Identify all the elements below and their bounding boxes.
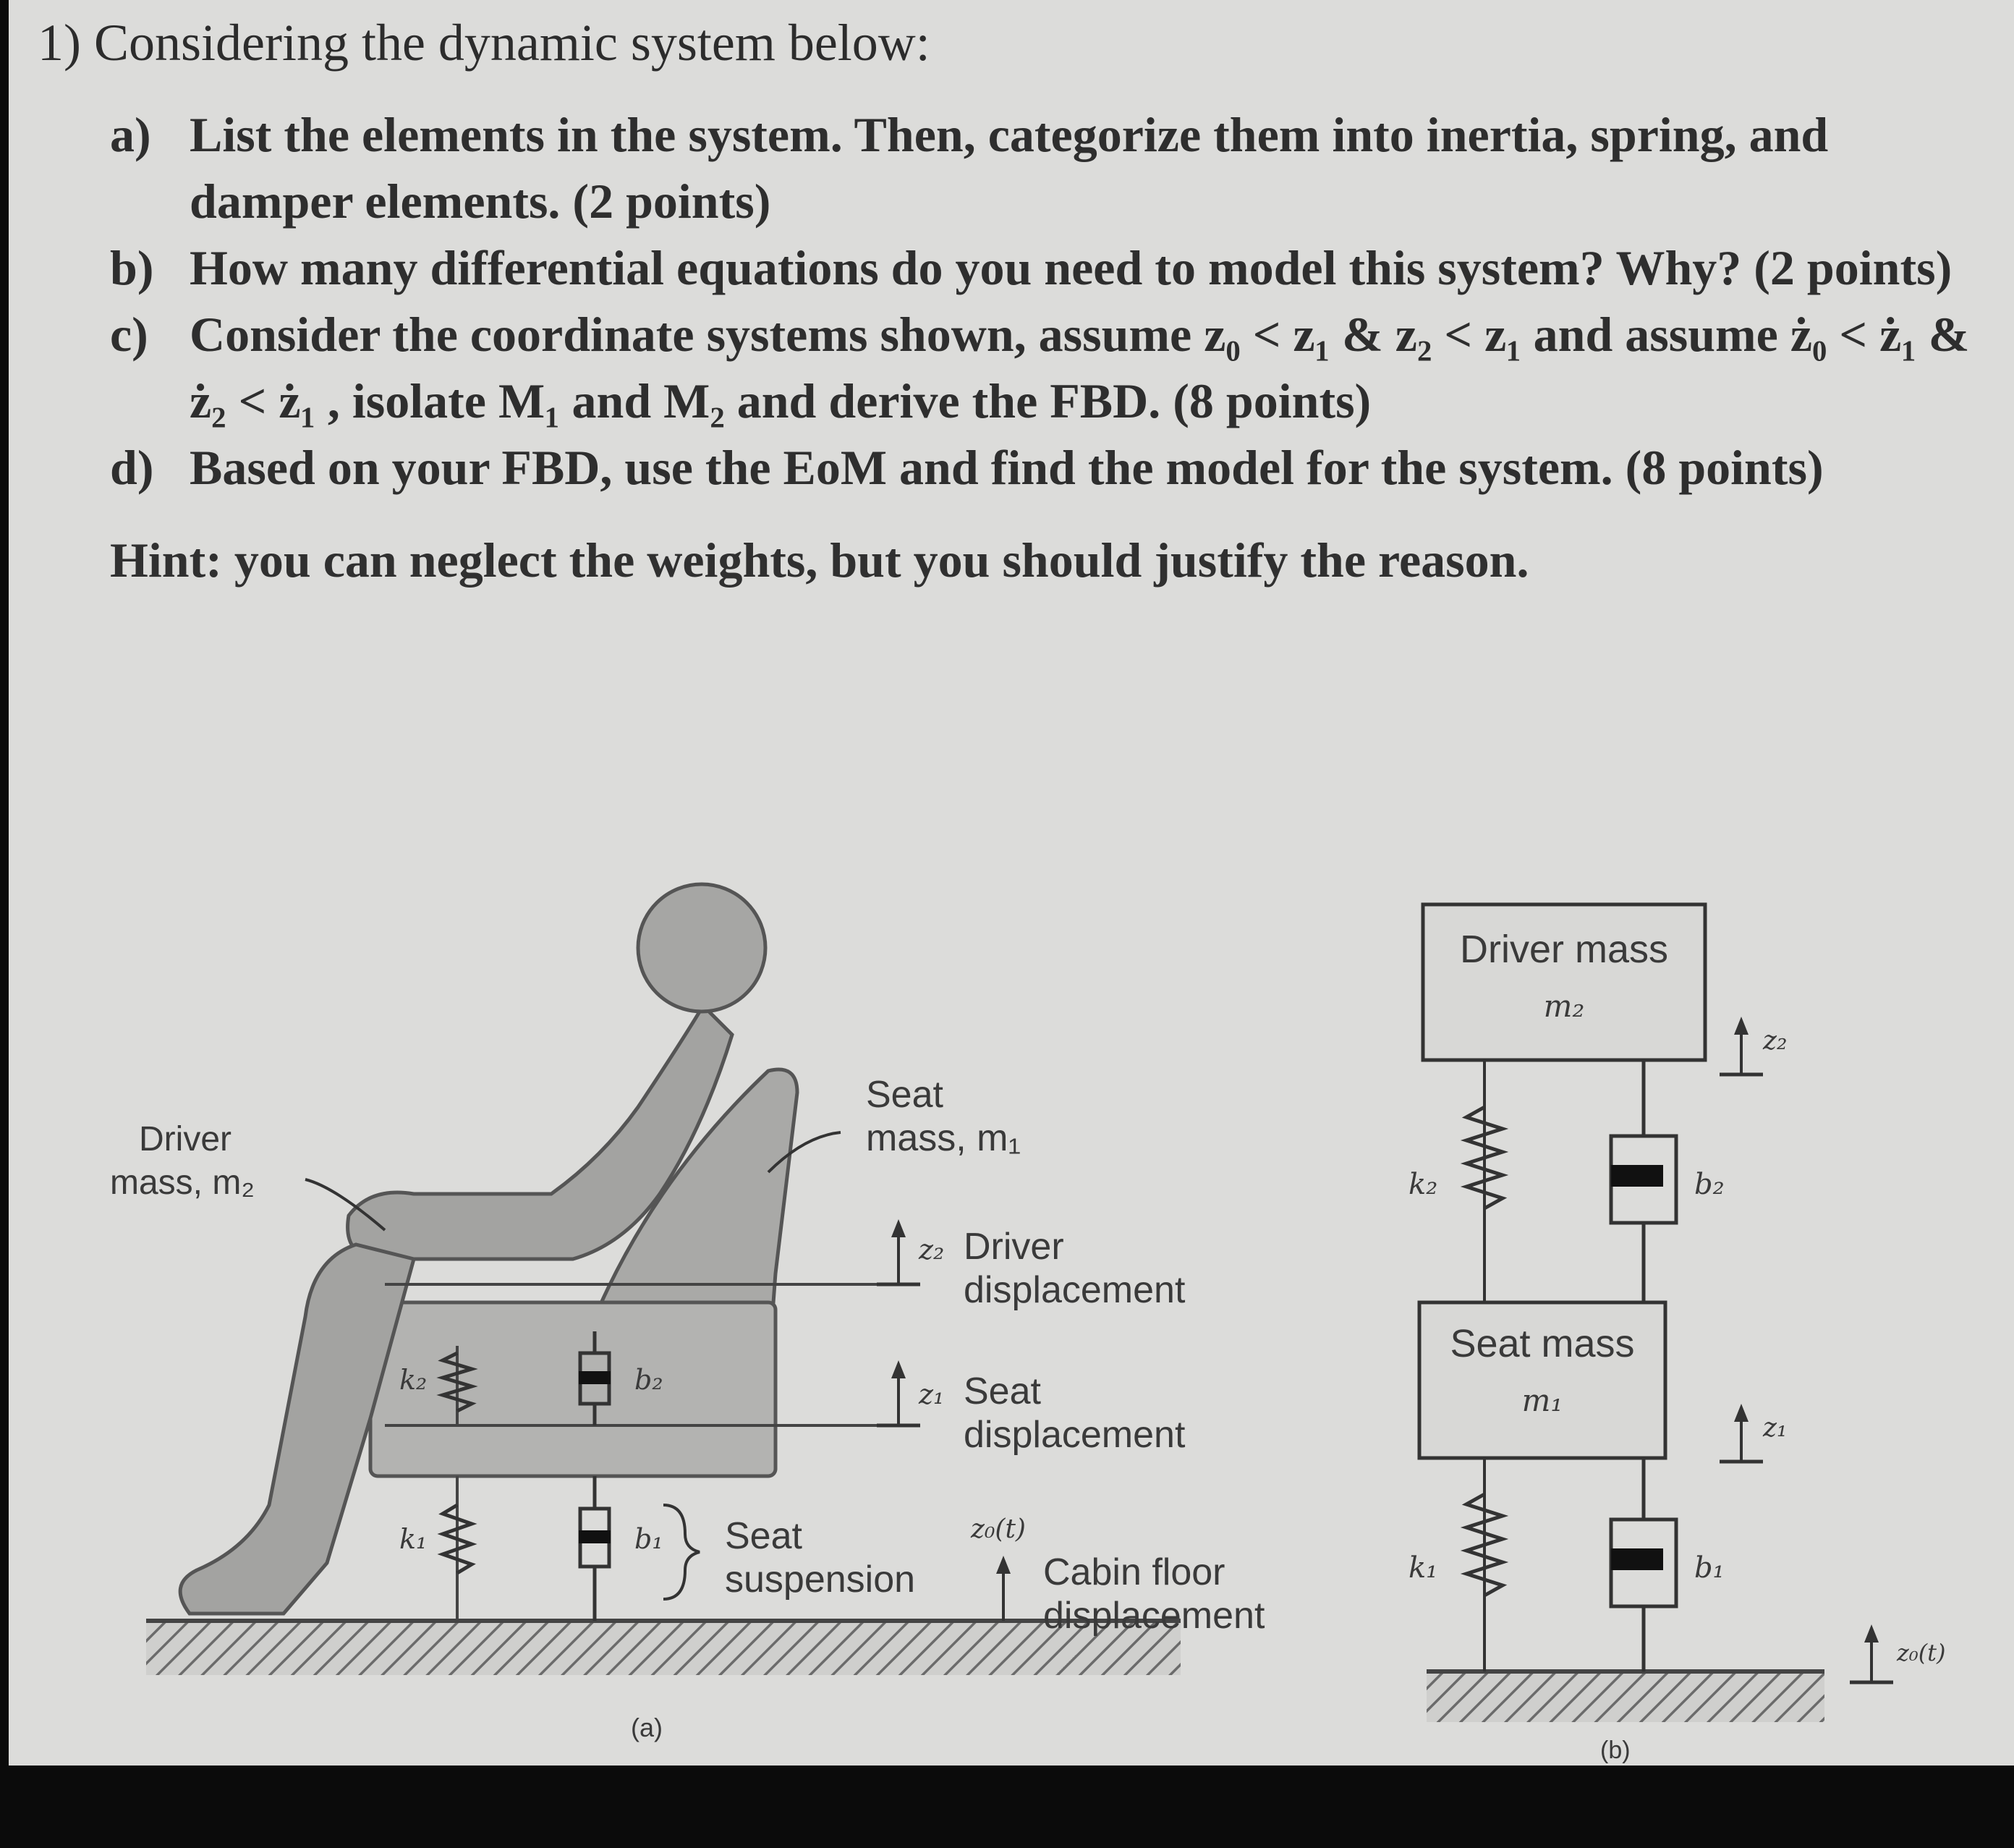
b2-label-b: b₂ <box>1694 1168 1725 1201</box>
item-text: List the elements in the system. Then, categorize them into inertia, spring, and damper elements. (2 points) <box>190 107 1829 229</box>
z1-label-b: z₁ <box>1763 1413 1788 1443</box>
z1-arrow-a <box>891 1360 906 1378</box>
question-item-c <box>110 301 1991 434</box>
driver-mass-box-label: Driver mass <box>1459 928 1669 971</box>
seat-base <box>370 1302 776 1476</box>
k2-label-b: k₂ <box>1408 1168 1438 1201</box>
item-letter: b) <box>110 240 154 295</box>
k1-label-a: k₁ <box>399 1523 428 1555</box>
driver-mass-label2: mass, m₂ <box>110 1164 255 1202</box>
seat-suspension-label2: suspension <box>725 1559 916 1601</box>
b1-label-a: b₁ <box>634 1523 663 1555</box>
suspension-brace <box>663 1505 700 1599</box>
question-item-d <box>110 434 1991 501</box>
seat-disp-label2: displacement <box>964 1414 1186 1456</box>
driver-mass-box-sym: m₂ <box>1543 988 1585 1024</box>
spring-k1-b <box>1466 1494 1503 1595</box>
spring-k2-b <box>1466 1107 1503 1208</box>
seat-disp-label: Seat <box>964 1370 1041 1412</box>
cabin-floor-label: Cabin floor <box>1043 1551 1225 1593</box>
item-letter: c) <box>110 307 148 362</box>
cabin-floor-label2: displacement <box>1043 1595 1265 1637</box>
problem-sheet <box>9 0 2014 1766</box>
k1-label-b: k₁ <box>1408 1551 1438 1585</box>
question-title: 1) Considering the dynamic system below: <box>38 14 930 72</box>
z0-label-b: z₀(t) <box>1897 1639 1946 1666</box>
seat-suspension-label: Seat <box>725 1515 802 1557</box>
ground-hatch-a <box>146 1621 1181 1675</box>
z0-arrow-a <box>996 1556 1011 1574</box>
ground-hatch-b <box>1427 1671 1824 1722</box>
driver-disp-label2: displacement <box>964 1269 1186 1311</box>
k2-label-a: k₂ <box>399 1364 428 1396</box>
driver-disp-label: Driver <box>964 1226 1064 1268</box>
caption-a: (a) <box>631 1713 663 1742</box>
z1-arrow-b <box>1734 1404 1749 1422</box>
z0-label-a: z₀(t) <box>971 1514 1026 1544</box>
seat-mass-label: Seat <box>866 1074 943 1116</box>
driver-mass-label: Driver <box>139 1120 231 1158</box>
question-item-a <box>110 101 1991 234</box>
b2-label-a: b₂ <box>634 1364 663 1396</box>
item-letter: a) <box>110 107 151 162</box>
z1-label-a: z₁ <box>919 1378 945 1410</box>
z2-label-b: z₂ <box>1763 1026 1788 1056</box>
seat-mass-box-label: Seat mass <box>1450 1322 1635 1365</box>
caption-b: (b) <box>1600 1737 1631 1764</box>
z2-label-a: z₂ <box>919 1234 945 1266</box>
b1-label-b: b₁ <box>1694 1551 1725 1585</box>
figure-a <box>110 884 1265 1742</box>
seat-mass-box-sym: m₁ <box>1521 1383 1563 1418</box>
seat-mass-label2: mass, m₁ <box>866 1117 1021 1159</box>
driver-head <box>638 884 765 1012</box>
system-figure <box>9 854 2014 1766</box>
item-letter: d) <box>110 440 154 495</box>
z0-arrow-b <box>1864 1624 1879 1643</box>
figure-b <box>1408 904 1946 1764</box>
question-item-b <box>110 234 1991 301</box>
z2-arrow-b <box>1734 1017 1749 1035</box>
item-text: Based on your FBD, use the EoM and find the model for the system. (8 points) <box>190 440 1824 495</box>
question-list <box>110 101 1991 501</box>
hint-text: Hint: you can neglect the weights, but you should justify the reason. <box>110 533 1529 588</box>
item-text: Consider the coordinate systems shown, assume z₀ < z₁ & z₂ < z₁ and assume ż₀ < ż₁ & ż₂ < ż₁ , isolate M₁ and M₂ and derive the FBD. (8 points) <box>190 307 1970 428</box>
z2-arrow-a <box>891 1219 906 1237</box>
item-text: How many differential equations do you need to model this system? Why? (2 points) <box>190 240 1953 295</box>
